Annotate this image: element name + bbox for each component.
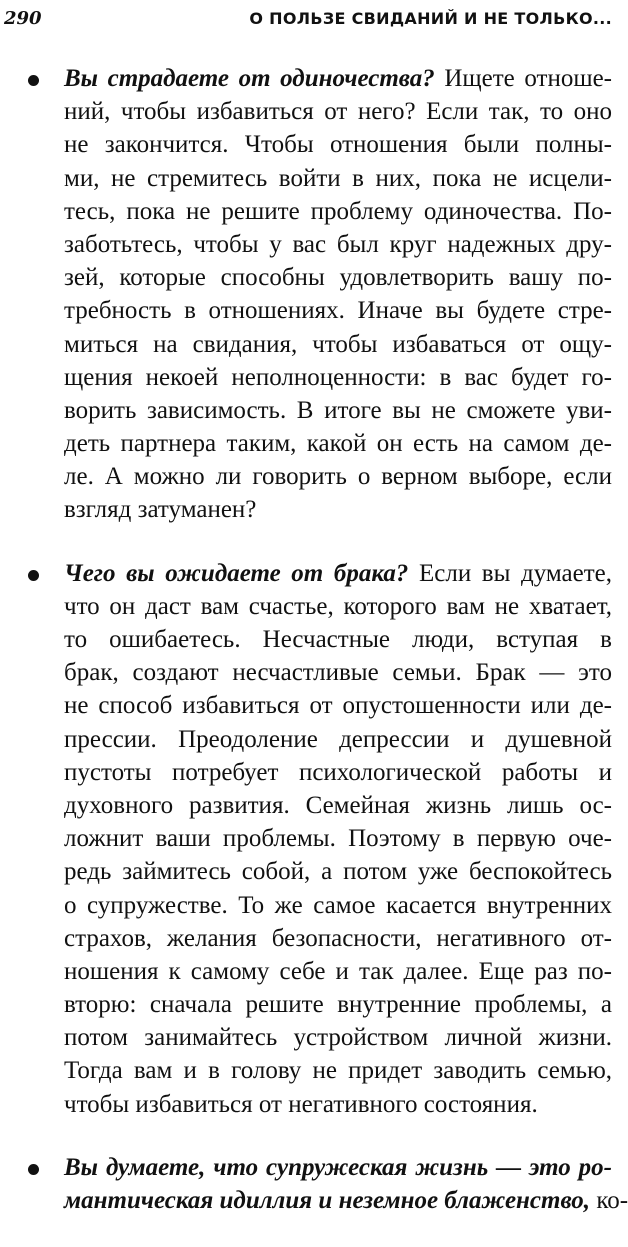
text-line — [64, 590, 612, 623]
body-text: редь займитесь собой, а потом уже беспокойтесь — [64, 858, 612, 886]
page-number: 290 — [4, 8, 42, 29]
text-line — [64, 1021, 612, 1054]
body-text: ношения к самому себе и так далее. Еще раз по- — [64, 957, 612, 985]
text-line — [64, 988, 612, 1021]
text-line — [64, 855, 612, 888]
text-line — [64, 195, 612, 228]
body-text: не закончится. Чтобы отношения были полны- — [64, 131, 612, 159]
body-text: Ищете отноше- — [434, 65, 612, 92]
list-item — [0, 557, 620, 1121]
text-line — [64, 955, 612, 988]
text-line — [64, 162, 612, 195]
body-text: Тогда вам и в голову не придет заводить семью, — [64, 1057, 612, 1085]
body-text: то ошибаетесь. Несчастные люди, вступая в — [64, 626, 612, 653]
body-text: прессии. Преодоление депрессии и душевной — [64, 725, 612, 753]
body-text: Если вы думаете, — [408, 559, 612, 587]
body-text: заботьтесь, чтобы у вас был круг надежных дру- — [64, 230, 612, 258]
text-line — [64, 128, 612, 161]
text-line — [64, 361, 612, 394]
text-line — [64, 427, 612, 460]
question-text: Вы думаете, что супружеская жизнь — это ро- — [64, 1153, 612, 1181]
body-text: духовного развития. Семейная жизнь лишь ос- — [64, 791, 612, 819]
body-text: взгляд затуманен? — [64, 496, 257, 524]
text-line — [64, 889, 612, 922]
text-line — [64, 623, 612, 656]
text-line — [64, 261, 612, 294]
text-line — [64, 394, 612, 427]
bullet-icon — [28, 1164, 39, 1175]
question-text: мантическая идиллия и неземное блаженство, — [64, 1187, 591, 1214]
body-text: чтобы избавиться от негативного состояния. — [64, 1090, 538, 1118]
body-text: вторю: сначала решите внутренние проблемы, а — [64, 991, 612, 1019]
body-text: зей, которые способны удовлетворить вашу по- — [64, 264, 612, 292]
text-line — [64, 789, 612, 822]
text-line — [64, 62, 612, 95]
text-line — [64, 1151, 612, 1184]
list-item — [0, 62, 620, 527]
text-line — [64, 95, 612, 128]
text-line — [64, 294, 612, 327]
text-line — [64, 822, 612, 855]
body-text: щения некоей неполноценности: в вас будет го- — [64, 363, 612, 391]
bullet-icon — [28, 75, 39, 86]
body-text: не способ избавиться от опустошенности или де- — [64, 692, 612, 720]
body-text: ле. А можно ли говорить о верном выборе, если — [64, 463, 612, 491]
text-line — [64, 656, 612, 689]
list-item — [0, 1151, 628, 1217]
bullet-list — [0, 62, 628, 1247]
text-line — [64, 723, 612, 756]
body-text: деть партнера таким, какой он есть на самом де- — [64, 430, 612, 458]
text-line — [64, 460, 612, 493]
body-text: ко- — [590, 1187, 628, 1214]
text-line — [64, 922, 612, 955]
text-line — [64, 493, 612, 526]
page-header — [4, 6, 612, 32]
text-line — [64, 328, 612, 361]
body-text: требность в отношениях. Иначе вы будете стре- — [64, 297, 612, 325]
body-text: страхов, желания безопасности, негативного от- — [64, 924, 612, 952]
text-line — [64, 756, 612, 789]
question-text: Чего вы ожидаете от брака? — [64, 559, 409, 587]
body-text: ворить зависимость. В итоге вы не сможете уви- — [64, 396, 612, 424]
body-text: о супружестве. То же самое касается внутренних — [64, 891, 612, 919]
text-line — [64, 1184, 628, 1217]
text-line — [64, 1054, 612, 1087]
text-line — [64, 689, 612, 722]
body-text: потом занимайтесь устройством личной жизни. — [64, 1024, 612, 1052]
running-head: О ПОЛЬЗЕ СВИДАНИЙ И НЕ ТОЛЬКО... — [249, 9, 612, 28]
body-text: ний, чтобы избавиться от него? Если так, то оно — [64, 98, 612, 126]
question-text: Вы страдаете от одиночества? — [64, 65, 435, 92]
text-line — [64, 557, 612, 590]
body-text: миться на свидания, чтобы избаваться от ощу- — [64, 330, 612, 358]
body-text: пустоты потребует психологической работы и — [64, 758, 612, 786]
text-line — [64, 228, 612, 261]
body-text: что он даст вам счастье, которого вам не хватает, — [64, 592, 612, 620]
body-text: ложнит ваши проблемы. Поэтому в первую оче- — [64, 825, 612, 853]
bullet-icon — [28, 570, 39, 581]
text-line — [64, 1088, 612, 1121]
body-text: брак, создают несчастливые семьи. Брак — это — [64, 659, 612, 687]
body-text: тесь, пока не решите проблему одиночества. По- — [64, 197, 612, 225]
body-text: ми, не стремитесь войти в них, пока не исцели- — [64, 164, 612, 192]
